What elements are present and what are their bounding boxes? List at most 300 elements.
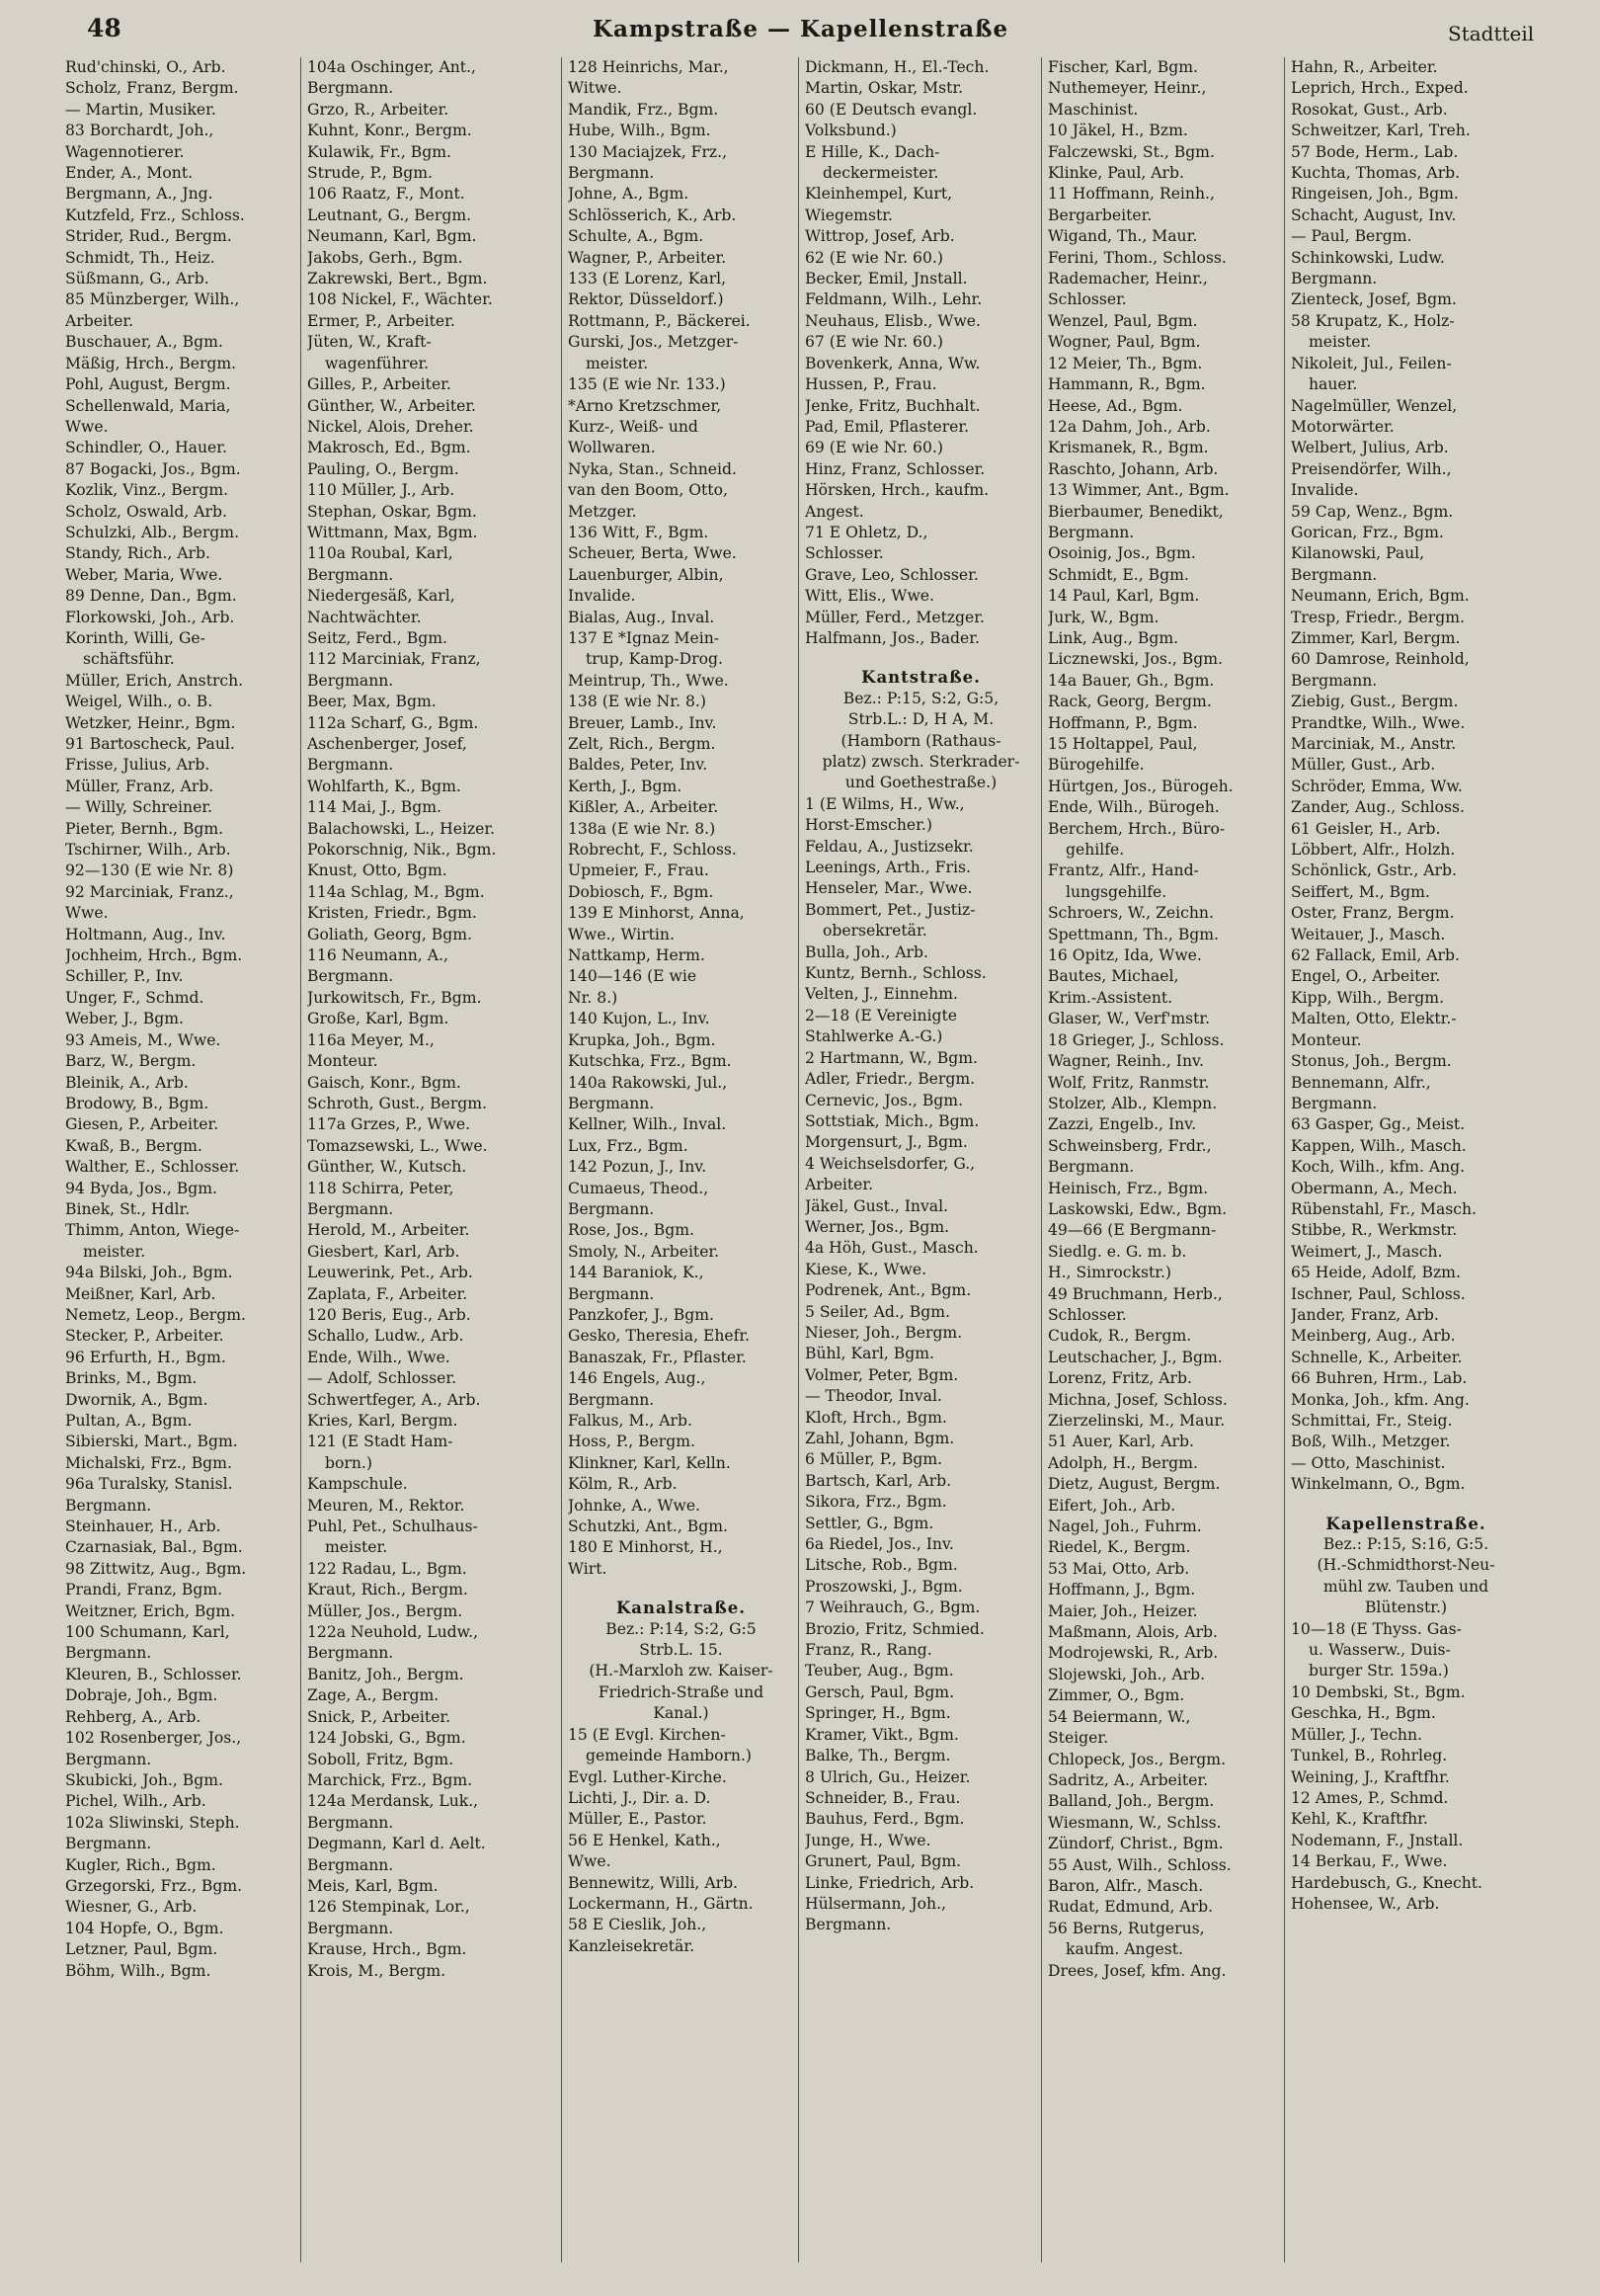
directory-entry: Bergmann.	[568, 1390, 655, 1409]
directory-entry: Baron, Alfr., Masch.	[1048, 1876, 1204, 1895]
directory-entry: Holtmann, Aug., Inv.	[65, 925, 226, 943]
directory-entry: Bergmann.	[1291, 671, 1378, 690]
directory-entry: Heese, Ad., Bgm.	[1048, 396, 1183, 415]
directory-entry: Kutzfeld, Frz., Schloss.	[65, 205, 245, 224]
directory-entry: Strider, Rud., Bergm.	[65, 227, 232, 246]
directory-entry: Rack, Georg, Bergm.	[1048, 693, 1212, 711]
directory-entry: Binek, St., Hdlr.	[65, 1199, 191, 1218]
directory-entry: 144 Baraniok, K.,	[568, 1264, 704, 1282]
directory-entry: Pieter, Bernh., Bgm.	[65, 819, 224, 838]
directory-entry: Zimmer, Karl, Bergm.	[1291, 628, 1461, 647]
directory-entry: 66 Buhren, Hrm., Lab.	[1291, 1369, 1468, 1388]
directory-entry: 137 E *Ignaz Mein-	[568, 628, 720, 647]
directory-entry: Falkus, M., Arb.	[568, 1412, 692, 1430]
directory-entry: Unger, F., Schmd.	[65, 988, 204, 1007]
directory-entry: Makrosch, Ed., Bgm.	[307, 439, 471, 457]
directory-entry: Zierzelinski, M., Maur.	[1048, 1412, 1226, 1430]
directory-entry: Zakrewski, Bert., Bgm.	[307, 270, 488, 288]
directory-entry: 112a Scharf, G., Bgm.	[307, 713, 479, 732]
directory-entry: — Willy, Schreiner.	[65, 798, 213, 817]
directory-entry: Giesbert, Karl, Arb.	[307, 1242, 460, 1261]
directory-entry: 49 Bruchmann, Herb.,	[1048, 1284, 1223, 1303]
directory-entry: 16 Opitz, Ida, Wwe.	[1048, 946, 1202, 965]
directory-entry: Klinke, Paul, Arb.	[1048, 164, 1184, 183]
directory-entry: Invalide.	[1291, 481, 1359, 500]
directory-entry: Rosokat, Gust., Arb.	[1291, 100, 1448, 119]
directory-entry: Eifert, Joh., Arb.	[1048, 1496, 1176, 1515]
directory-entry: Pohl, August, Bergm.	[65, 375, 231, 394]
directory-entry: 106 Raatz, F., Mont.	[307, 185, 465, 204]
directory-entry: Stecker, P., Arbeiter.	[65, 1327, 224, 1346]
directory-entry: H., Simrockstr.)	[1048, 1264, 1172, 1282]
directory-entry: Berchem, Hrch., Büro-	[1048, 819, 1226, 838]
directory-entry: 116a Meyer, M.,	[307, 1030, 435, 1049]
directory-entry: Korinth, Willi, Ge-	[65, 628, 205, 647]
directory-entry: Meuren, M., Rektor.	[307, 1496, 465, 1515]
directory-entry: Arbeiter.	[805, 1176, 874, 1194]
directory-entry: burger Str. 159a.)	[1309, 1662, 1449, 1681]
directory-entry: 93 Ameis, M., Wwe.	[65, 1030, 221, 1049]
directory-entry: Schinkowski, Ludw.	[1291, 248, 1445, 267]
directory-entry: Kißler, A., Arbeiter.	[568, 798, 719, 817]
directory-entry: Bergmann.	[805, 1916, 892, 1934]
directory-entry: Cumaeus, Theod.,	[568, 1179, 709, 1197]
directory-entry: 98 Zittwitz, Aug., Bgm.	[65, 1559, 247, 1578]
directory-entry: Bartsch, Karl, Arb.	[805, 1471, 952, 1490]
directory-entry: Bergmann.	[65, 1750, 152, 1768]
directory-entry: Bergmann.	[65, 1496, 152, 1515]
directory-entry: 14a Bauer, Gh., Bgm.	[1048, 671, 1215, 690]
directory-entry: Winkelmann, O., Bgm.	[1291, 1475, 1466, 1494]
column-1	[59, 57, 300, 2262]
directory-entry: Hörsken, Hrch., kaufm.	[805, 481, 990, 500]
directory-entry: 18 Grieger, J., Schloss.	[1048, 1030, 1225, 1049]
directory-entry: Nr. 8.)	[568, 988, 618, 1007]
directory-entry: Nuthemeyer, Heinr.,	[1048, 79, 1207, 98]
directory-entry: Kappen, Wilh., Masch.	[1291, 1136, 1467, 1155]
directory-entry: Schulzki, Alb., Bergm.	[65, 523, 240, 541]
directory-entry: Malten, Otto, Elektr.-	[1291, 1010, 1457, 1028]
directory-entry: Wagennotierer.	[65, 142, 185, 161]
directory-entry: 62 Fallack, Emil, Arb.	[1291, 946, 1460, 965]
directory-entry: Grunert, Paul, Bgm.	[805, 1852, 962, 1871]
directory-entry: Ringeisen, Joh., Bgm.	[1291, 185, 1459, 204]
street-info: Bez.: P:15, S:16, G:5.	[1322, 1535, 1489, 1554]
directory-entry: Arbeiter.	[65, 311, 134, 330]
directory-entry: Rademacher, Heinr.,	[1048, 270, 1208, 288]
directory-entry: Falczewski, St., Bgm.	[1048, 142, 1215, 161]
directory-entry: wagenführer.	[325, 354, 430, 372]
directory-entry: Standy, Rich., Arb.	[65, 544, 210, 563]
directory-entry: Meinberg, Aug., Arb.	[1291, 1327, 1456, 1346]
directory-entry: Evgl. Luther-Kirche.	[568, 1767, 727, 1786]
directory-entry: Krause, Hrch., Bgm.	[307, 1940, 467, 1959]
directory-entry: Herold, M., Arbeiter.	[307, 1221, 470, 1240]
directory-entry: Bleinik, A., Arb.	[65, 1073, 189, 1092]
directory-entry: 51 Auer, Karl, Arb.	[1048, 1433, 1194, 1451]
directory-entry: Hinz, Franz, Schlosser.	[805, 459, 986, 478]
directory-entry: Upmeier, F., Frau.	[568, 861, 709, 880]
directory-entry: Johne, A., Bgm.	[568, 185, 689, 204]
directory-entry: Volksbund.)	[805, 122, 897, 140]
directory-entry: Ferini, Thom., Schloss.	[1048, 248, 1227, 267]
directory-entry: 14 Berkau, F., Wwe.	[1291, 1852, 1448, 1871]
directory-entry: Lux, Frz., Bgm.	[568, 1136, 688, 1155]
directory-entry: Bennemann, Alfr.,	[1291, 1073, 1431, 1092]
directory-entry: Jüten, W., Kraft-	[307, 333, 432, 352]
directory-entry: 57 Bode, Herm., Lab.	[1291, 142, 1459, 161]
street-heading: Kapellenstraße.	[1325, 1514, 1486, 1533]
column-3	[561, 57, 798, 2262]
directory-entry: Steinhauer, H., Arb.	[65, 1517, 221, 1536]
directory-entry: 116 Neumann, A.,	[307, 946, 448, 965]
directory-entry: 114a Schlag, M., Bgm.	[307, 882, 485, 901]
directory-entry: Schroers, W., Zeichn.	[1048, 904, 1214, 923]
directory-entry: Jakobs, Gerh., Bgm.	[307, 248, 463, 267]
directory-entry: Puhl, Pet., Schulhaus-	[307, 1517, 478, 1536]
directory-entry: 15 (E Evgl. Kirchen-	[568, 1725, 726, 1744]
directory-entry: 2 Hartmann, W., Bgm.	[805, 1048, 978, 1067]
directory-entry: Krois, M., Bergm.	[307, 1961, 446, 1980]
directory-entry: 10—18 (E Thyss. Gas-	[1291, 1619, 1462, 1638]
directory-entry: 4 Weichselsdorfer, G.,	[805, 1154, 976, 1173]
directory-entry: Bauhus, Ferd., Bgm.	[805, 1810, 965, 1829]
directory-entry: Tunkel, B., Rohrleg.	[1291, 1747, 1448, 1765]
directory-entry: Zander, Aug., Schloss.	[1291, 798, 1465, 817]
directory-entry: Maier, Joh., Heizer.	[1048, 1601, 1198, 1620]
directory-entry: Süßmann, G., Arb.	[65, 270, 209, 288]
directory-entry: Bürogehilfe.	[1048, 756, 1145, 775]
directory-entry: Balke, Th., Bergm.	[805, 1747, 951, 1765]
directory-entry: Kölm, R., Arb.	[568, 1475, 678, 1494]
directory-entry: Schweinsberg, Frdr.,	[1048, 1136, 1212, 1155]
directory-entry: Kiese, K., Wwe.	[805, 1260, 927, 1278]
directory-entry: meister.	[325, 1538, 388, 1557]
directory-entry: Jochheim, Hrch., Bgm.	[65, 946, 243, 965]
directory-entry: Rehberg, A., Arb.	[65, 1707, 201, 1726]
directory-entry: Mäßig, Hrch., Bergm.	[65, 354, 237, 372]
directory-entry: Nattkamp, Herm.	[568, 946, 705, 965]
directory-entry: Neumann, Karl, Bgm.	[307, 227, 477, 246]
directory-entry: Bergmann.	[307, 967, 394, 986]
directory-entry: Bergmann, A., Jng.	[65, 185, 213, 204]
directory-entry: — Martin, Musiker.	[65, 100, 216, 119]
directory-entry: Aschenberger, Josef,	[307, 735, 467, 753]
directory-entry: Bergmann.	[65, 1835, 152, 1853]
directory-entry: Bergmann.	[1048, 1158, 1135, 1177]
directory-entry: Stibbe, R., Werkmstr.	[1291, 1221, 1458, 1240]
directory-entry: Slojewski, Joh., Arb.	[1048, 1665, 1206, 1683]
directory-entry: Modrojewski, R., Arb.	[1048, 1644, 1219, 1663]
directory-entry: Rose, Jos., Bgm.	[568, 1221, 694, 1240]
directory-entry: Riedel, K., Bergm.	[1048, 1538, 1191, 1557]
directory-entry: Hardebusch, G., Knecht.	[1291, 1873, 1482, 1892]
directory-entry: meister.	[586, 354, 649, 372]
directory-entry: Pichel, Wilh., Arb.	[65, 1792, 206, 1811]
directory-entry: 58 Krupatz, K., Holz-	[1291, 311, 1455, 330]
directory-entry: Bergmann.	[307, 1855, 394, 1874]
directory-entry: 124a Merdansk, Luk.,	[307, 1792, 479, 1811]
directory-entry: Ender, A., Mont.	[65, 164, 194, 183]
directory-entry: Wagner, Reinh., Inv.	[1048, 1052, 1204, 1071]
directory-entry: Stahlwerke A.-G.)	[805, 1027, 943, 1046]
directory-entry: Gurski, Jos., Metzger-	[568, 333, 739, 352]
directory-entry: Lorenz, Fritz, Arb.	[1048, 1369, 1192, 1388]
directory-entry: 10 Dembski, St., Bgm.	[1291, 1682, 1466, 1701]
directory-entry: Engel, O., Arbeiter.	[1291, 967, 1441, 986]
directory-entry: Wiesmann, W., Schlss.	[1048, 1813, 1222, 1832]
directory-entry: 142 Pozun, J., Inv.	[568, 1158, 707, 1177]
directory-entry: 96a Turalsky, Stanisl.	[65, 1475, 233, 1494]
directory-entry: Tresp, Friedr., Bergm.	[1291, 608, 1465, 626]
directory-entry: Bergmann.	[568, 1284, 655, 1303]
directory-entry: Große, Karl, Bgm.	[307, 1010, 449, 1028]
directory-entry: Geschka, H., Bgm.	[1291, 1704, 1436, 1723]
directory-entry: 59 Cap, Wenz., Bgm.	[1291, 502, 1454, 521]
directory-entry: Bühl, Karl, Bgm.	[805, 1345, 934, 1363]
directory-entry: Boß, Wilh., Metzger.	[1291, 1433, 1451, 1451]
directory-entry: Banitz, Joh., Bergm.	[307, 1665, 464, 1683]
directory-entry: — Adolf, Schlosser.	[307, 1369, 457, 1388]
directory-entry: Kellner, Wilh., Inval.	[568, 1115, 727, 1134]
directory-entry: Goliath, Georg, Bgm.	[307, 925, 472, 943]
directory-entry: Degmann, Karl d. Aelt.	[307, 1835, 486, 1853]
directory-entry: Bergmann.	[307, 756, 394, 775]
directory-entry: 54 Beiermann, W.,	[1048, 1707, 1191, 1726]
directory-entry: Banaszak, Fr., Pflaster.	[568, 1348, 747, 1366]
directory-entry: Lauenburger, Albin,	[568, 565, 724, 584]
running-title: Kampstraße — Kapellenstraße	[593, 16, 1009, 42]
directory-entry: 61 Geisler, H., Arb.	[1291, 819, 1441, 838]
directory-entry: Kries, Karl, Bergm.	[307, 1412, 458, 1430]
directory-entry: Schneider, B., Frau.	[805, 1788, 961, 1807]
directory-entry: 7 Weihrauch, G., Bgm.	[805, 1599, 981, 1617]
street-heading: Kantstraße.	[861, 668, 981, 688]
directory-entry: Spettmann, Th., Bgm.	[1048, 925, 1220, 943]
directory-entry: Nachtwächter.	[307, 608, 422, 626]
directory-entry: Glaser, W., Verf'mstr.	[1048, 1010, 1211, 1028]
column-4	[798, 57, 1041, 2262]
directory-entry: Müller, Erich, Anstrch.	[65, 671, 244, 690]
directory-entry: Johnke, A., Wwe.	[568, 1496, 701, 1515]
directory-entry: Müller, Franz, Arb.	[65, 777, 214, 795]
directory-entry: Bergmann.	[1048, 523, 1135, 541]
directory-entry: Leuwerink, Pet., Arb.	[307, 1264, 473, 1282]
directory-entry: 85 Münzberger, Wilh.,	[65, 290, 240, 309]
directory-entry: Letzner, Paul, Bgm.	[65, 1940, 218, 1959]
directory-entry: Czarnasiak, Bal., Bgm.	[65, 1538, 243, 1557]
directory-entry: Pauling, O., Bergm.	[307, 459, 459, 478]
page-header	[0, 0, 1600, 57]
directory-entry: Schlösserich, K., Arb.	[568, 205, 737, 224]
directory-entry: Feldmann, Wilh., Lehr.	[805, 290, 983, 309]
directory-entry: Volmer, Peter, Bgm.	[805, 1365, 959, 1384]
directory-entry: Monteur.	[1291, 1030, 1362, 1049]
directory-entry: Nagelmüller, Wenzel,	[1291, 396, 1458, 415]
street-info: und Goethestraße.)	[844, 774, 998, 792]
directory-entry: 4a Höh, Gust., Masch.	[805, 1239, 979, 1258]
directory-entry: Prandtke, Wilh., Wwe.	[1291, 713, 1466, 732]
directory-entry: Kuchta, Thomas, Arb.	[1291, 164, 1461, 183]
directory-entry: Panzkofer, J., Bgm.	[568, 1305, 714, 1324]
directory-entry: Wigand, Th., Maur.	[1048, 227, 1198, 246]
directory-entry: Schnelle, K., Arbeiter.	[1291, 1348, 1463, 1366]
columns-container	[59, 57, 1525, 2262]
directory-entry: Snick, P., Arbeiter.	[307, 1707, 451, 1726]
directory-entry: Bergmann.	[307, 565, 394, 584]
directory-entry: Seitz, Ferd., Bgm.	[307, 628, 447, 647]
directory-entry: Wetzker, Heinr., Bgm.	[65, 713, 236, 732]
directory-entry: Grave, Leo, Schlosser.	[805, 565, 979, 584]
directory-entry: 100 Schumann, Karl,	[65, 1623, 230, 1642]
directory-entry: 94a Bilski, Joh., Bgm.	[65, 1264, 233, 1282]
directory-entry: Kwaß, B., Bergm.	[65, 1136, 202, 1155]
directory-entry: 15 Holtappel, Paul,	[1048, 735, 1198, 753]
directory-entry: 138 (E wie Nr. 8.)	[568, 693, 706, 711]
directory-entry: Wwe., Wirtin.	[568, 925, 675, 943]
directory-entry: 53 Mai, Otto, Arb.	[1048, 1559, 1190, 1578]
directory-entry: 120 Beris, Eug., Arb.	[307, 1305, 471, 1324]
directory-entry: Schallo, Ludw., Arb.	[307, 1327, 464, 1346]
directory-entry: Feldau, A., Justizsekr.	[805, 837, 974, 856]
directory-entry: Jenke, Fritz, Buchhalt.	[805, 396, 981, 415]
directory-entry: Brodowy, B., Bgm.	[65, 1094, 209, 1112]
directory-entry: Löbbert, Alfr., Holzh.	[1291, 841, 1456, 860]
directory-entry: Kulawik, Fr., Bgm.	[307, 142, 451, 161]
directory-entry: Schellenwald, Maria,	[65, 396, 231, 415]
directory-entry: Kehl, K., Kraftfhr.	[1291, 1810, 1428, 1829]
directory-entry: Schmittai, Fr., Steig.	[1291, 1412, 1453, 1430]
directory-entry: Wittrop, Josef, Arb.	[805, 227, 955, 246]
directory-entry: Stonus, Joh., Bergm.	[1291, 1052, 1452, 1071]
directory-entry: 58 E Cieslik, Joh.,	[568, 1916, 707, 1934]
directory-entry: kaufm. Angest.	[1066, 1940, 1184, 1959]
directory-entry: Wiegemstr.	[805, 205, 893, 224]
directory-entry: Robrecht, F., Schloss.	[568, 841, 737, 860]
directory-entry: Wogner, Paul, Bgm.	[1048, 333, 1201, 352]
directory-entry: Leutschacher, J., Bgm.	[1048, 1348, 1223, 1366]
directory-entry: Müller, Jos., Bergm.	[307, 1601, 463, 1620]
directory-entry: Gorican, Frz., Bgm.	[1291, 523, 1444, 541]
directory-entry: Zage, A., Bergm.	[307, 1686, 440, 1705]
directory-entry: Kraut, Rich., Bergm.	[307, 1581, 468, 1599]
directory-entry: Krismanek, R., Bgm.	[1048, 439, 1209, 457]
directory-entry: gemeinde Hamborn.)	[586, 1747, 753, 1765]
directory-entry: 10 Jäkel, H., Bzm.	[1048, 122, 1188, 140]
directory-entry: Kugler, Rich., Bgm.	[65, 1855, 216, 1874]
directory-entry: Bergmann.	[568, 164, 655, 183]
directory-entry: Bautes, Michael,	[1048, 967, 1179, 986]
directory-entry: Bergmann.	[1291, 1094, 1378, 1112]
directory-entry: Brinks, M., Bgm.	[65, 1369, 198, 1388]
directory-entry: 5 Seiler, Ad., Bgm.	[805, 1302, 950, 1321]
directory-entry: Dobiosch, F., Bgm.	[568, 882, 714, 901]
directory-entry: Sadritz, A., Arbeiter.	[1048, 1770, 1209, 1789]
directory-entry: 65 Heide, Adolf, Bzm.	[1291, 1264, 1461, 1282]
directory-entry: 8 Ulrich, Gu., Heizer.	[805, 1767, 971, 1786]
directory-entry: Klinkner, Karl, Kelln.	[568, 1453, 731, 1472]
directory-entry: Steiger.	[1048, 1729, 1109, 1748]
directory-entry: obersekretär.	[823, 922, 927, 941]
directory-entry: Drees, Josef, kfm. Ang.	[1048, 1961, 1227, 1980]
directory-entry: 56 Berns, Rutgerus,	[1048, 1919, 1205, 1937]
directory-entry: 2—18 (E Vereinigte	[805, 1006, 957, 1025]
directory-entry: 71 E Ohletz, D.,	[805, 523, 928, 541]
directory-entry: 83 Borchardt, Joh.,	[65, 122, 214, 140]
directory-entry: 117a Grzes, P., Wwe.	[307, 1115, 471, 1134]
directory-entry: Siedlg. e. G. m. b.	[1048, 1242, 1187, 1261]
directory-entry: Seiffert, M., Bgm.	[1291, 882, 1430, 901]
directory-entry: Kerth, J., Bgm.	[568, 777, 682, 795]
district-label: Stadtteil	[1448, 22, 1535, 45]
directory-entry: Nagel, Joh., Fuhrm.	[1048, 1517, 1202, 1536]
directory-entry: Zahl, Johann, Bgm.	[805, 1430, 955, 1447]
street-info: (H.-Schmidthorst-Neu-	[1317, 1556, 1495, 1575]
directory-entry: — Theodor, Inval.	[805, 1387, 942, 1406]
directory-entry: E Hille, K., Dach-	[805, 142, 940, 161]
directory-entry: Schweitzer, Karl, Treh.	[1291, 122, 1471, 140]
directory-entry: Sikora, Frz., Bgm.	[805, 1493, 947, 1512]
directory-entry: Schacht, August, Inv.	[1291, 205, 1457, 224]
directory-entry: Proszowski, J., Bgm.	[805, 1577, 963, 1596]
directory-entry: Schroth, Gust., Bergm.	[307, 1094, 488, 1112]
directory-entry: Bergmann.	[307, 1813, 394, 1832]
directory-entry: Leprich, Hrch., Exped.	[1291, 79, 1469, 98]
directory-entry: Schönlick, Gstr., Arb.	[1291, 861, 1457, 880]
directory-entry: schäftsführ.	[83, 650, 175, 669]
directory-entry: Kipp, Wilh., Bergm.	[1291, 988, 1445, 1007]
directory-entry: Marciniak, M., Anstr.	[1291, 735, 1457, 753]
directory-entry: Wagner, P., Arbeiter.	[568, 248, 727, 267]
directory-entry: Raschto, Johann, Arb.	[1048, 459, 1219, 478]
directory-entry: Morgensurt, J., Bgm.	[805, 1133, 968, 1152]
directory-entry: Wenzel, Paul, Bgm.	[1048, 311, 1198, 330]
directory-entry: 60 Damrose, Reinhold,	[1291, 650, 1470, 669]
directory-entry: Hube, Wilh., Bgm.	[568, 122, 711, 140]
directory-entry: 69 (E wie Nr. 60.)	[805, 439, 943, 457]
directory-entry: Grzegorski, Frz., Bgm.	[65, 1876, 243, 1895]
directory-entry: Invalide.	[568, 587, 636, 606]
directory-entry: 118 Schirra, Peter,	[307, 1179, 454, 1197]
directory-entry: Zimmer, O., Bgm.	[1048, 1686, 1185, 1705]
directory-entry: Schmidt, Th., Heiz.	[65, 248, 215, 267]
directory-entry: Pad, Emil, Pflasterer.	[805, 417, 970, 436]
directory-entry: Hoffmann, J., Bgm.	[1048, 1581, 1196, 1599]
directory-entry: Scholz, Oswald, Arb.	[65, 502, 227, 521]
directory-entry: Pokorschnig, Nik., Bgm.	[307, 841, 497, 860]
directory-entry: Ziebig, Gust., Bergm.	[1291, 693, 1459, 711]
directory-entry: Ende, Wilh., Wwe.	[307, 1348, 450, 1366]
directory-entry: Wolf, Fritz, Ranmstr.	[1048, 1073, 1210, 1092]
directory-entry: Frisse, Julius, Arb.	[65, 756, 210, 775]
directory-entry: Nikoleit, Jul., Feilen-	[1291, 354, 1452, 372]
directory-entry: Smoly, N., Arbeiter.	[568, 1242, 720, 1261]
directory-entry: Balland, Joh., Bergm.	[1048, 1792, 1215, 1811]
directory-entry: Bovenkerk, Anna, Ww.	[805, 354, 981, 372]
directory-entry: Becker, Emil, Jnstall.	[805, 270, 968, 288]
directory-entry: u. Wasserw., Duis-	[1309, 1641, 1451, 1660]
directory-entry: Angest.	[805, 502, 864, 521]
directory-entry: 13 Wimmer, Ant., Bgm.	[1048, 481, 1230, 500]
directory-entry: 140 Kujon, L., Inv.	[568, 1010, 710, 1028]
directory-entry: Skubicki, Joh., Bgm.	[65, 1770, 223, 1789]
directory-entry: 6 Müller, P., Bgm.	[805, 1450, 943, 1469]
directory-entry: Witwe.	[568, 79, 622, 98]
directory-entry: Maschinist.	[1048, 100, 1139, 119]
directory-entry: Wwe.	[568, 1852, 611, 1871]
street-heading: Kanalstraße.	[615, 1599, 747, 1618]
directory-entry: Kloft, Hrch., Bgm.	[805, 1408, 947, 1427]
